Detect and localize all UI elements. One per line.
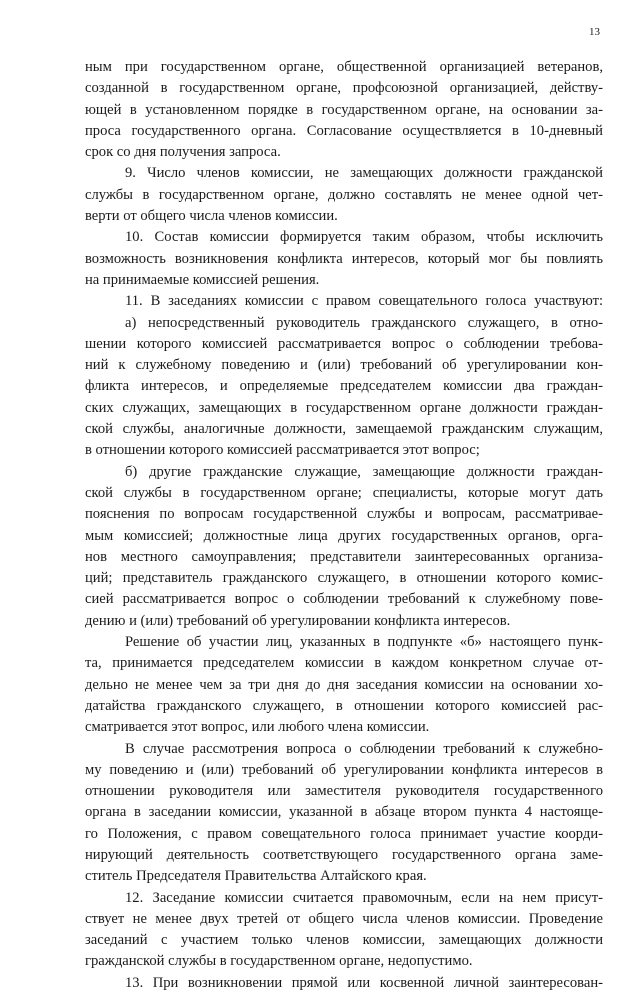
- text-line: датайства гражданского служащего, в отношении которого комиссией рас-: [85, 697, 603, 714]
- text-line: пояснения по вопросам государственной службы и вопросам, рассматривае-: [85, 506, 603, 523]
- text-line: ститель Председателя Правительства Алтайского края.: [85, 868, 427, 885]
- text-line: дельно не менее чем за три дня до дня заседания комиссии на основании хо-: [85, 676, 603, 693]
- text-line: сматривается этот вопрос, или любого члена комиссии.: [85, 719, 430, 736]
- text-line: а) непосредственный руководитель гражданского служащего, в отно-: [125, 314, 603, 331]
- text-line: 12. Заседание комиссии считается правомочным, если на нем присут-: [125, 889, 603, 906]
- text-line: срок со дня получения запроса.: [85, 144, 281, 161]
- text-line: возможность возникновения конфликта интересов, который мог бы повлиять: [85, 250, 603, 267]
- text-line: б) другие гражданские служащие, замещающие должности граждан-: [125, 463, 603, 480]
- text-line: заседаний с участием только членов комиссии, замещающих должности: [85, 932, 603, 949]
- text-line: на принимаемые комиссией решения.: [85, 271, 320, 288]
- text-line: дению и (или) требований об урегулировании конфликта интересов.: [85, 612, 511, 629]
- text-line: созданной в государственном органе, профсоюзной организацией, действу-: [85, 80, 603, 97]
- text-line: ным при государственном органе, общественной организацией ветеранов,: [85, 59, 603, 75]
- text-line: Решение об участии лиц, указанных в подпункте «б» настоящего пунк-: [125, 634, 603, 651]
- text-line: 9. Число членов комиссии, не замещающих должности гражданской: [125, 165, 603, 182]
- text-line: органа в заседании комиссии, указанной в абзаце втором пункта 4 настояще-: [85, 804, 603, 821]
- text-line: 10. Состав комиссии формируется таким образом, чтобы исключить: [125, 229, 603, 246]
- text-line: проса государственного органа. Согласование осуществляется в 10-дневный: [85, 122, 603, 139]
- text-line: 11. В заседаниях комиссии с правом совещательного голоса участвуют:: [125, 293, 603, 310]
- text-line: гражданской службы в государственном органе, недопустимо.: [85, 953, 473, 970]
- text-line: В случае рассмотрения вопроса о соблюдении требований к служебно-: [125, 740, 603, 757]
- text-line: ний к служебному поведению и (или) требований об урегулировании кон-: [85, 357, 603, 374]
- text-line: шении которого комиссией рассматривается вопрос о соблюдении требова-: [85, 335, 603, 352]
- text-line: ющей в установленном порядке в государственном органе, на основании за-: [85, 101, 603, 118]
- text-line: го Положения, с правом совещательного голоса принимает участие коорди-: [85, 825, 603, 842]
- document-body: [85, 57, 603, 994]
- text-line: службы в государственном органе, должно составлять не менее одной чет-: [85, 186, 603, 203]
- text-line: в отношении которого комиссией рассматривается этот вопрос;: [85, 442, 480, 459]
- text-line: му поведению и (или) требований об урегулировании конфликта интересов в: [85, 761, 603, 778]
- text-line: ствует не менее двух третей от общего числа членов комиссии. Проведение: [85, 910, 603, 927]
- text-line: ской службы в государственном органе; специалисты, которые могут дать: [85, 484, 603, 501]
- text-line: отношении руководителя или заместителя руководителя государственного: [85, 783, 603, 800]
- text-line: нирующий деятельность соответствующего государственного органа заме-: [85, 846, 603, 863]
- text-line: мым комиссией; должностные лица других государственных органов, орга-: [85, 527, 603, 544]
- text-line: фликта интересов, и определяемые председателем комиссии два граждан-: [85, 378, 603, 395]
- text-line: ских служащих, замещающих в государственном органе должности граждан-: [85, 399, 603, 416]
- text-line: 13. При возникновении прямой или косвенной личной заинтересован-: [125, 974, 603, 991]
- text-line: верти от общего числа членов комиссии.: [85, 208, 338, 225]
- page-number: 13: [589, 26, 600, 38]
- text-line: сией рассматривается вопрос о соблюдении требований к служебному пове-: [85, 591, 603, 608]
- text-line: нов местного самоуправления; представители заинтересованных организа-: [85, 548, 603, 565]
- text-line: ций; представитель гражданского служащего, в отношении которого комис-: [85, 570, 603, 587]
- text-line: та, принимается председателем комиссии в каждом конкретном случае от-: [85, 655, 603, 672]
- text-line: ской службы, аналогичные должности, замещаемой гражданским служащим,: [85, 421, 603, 438]
